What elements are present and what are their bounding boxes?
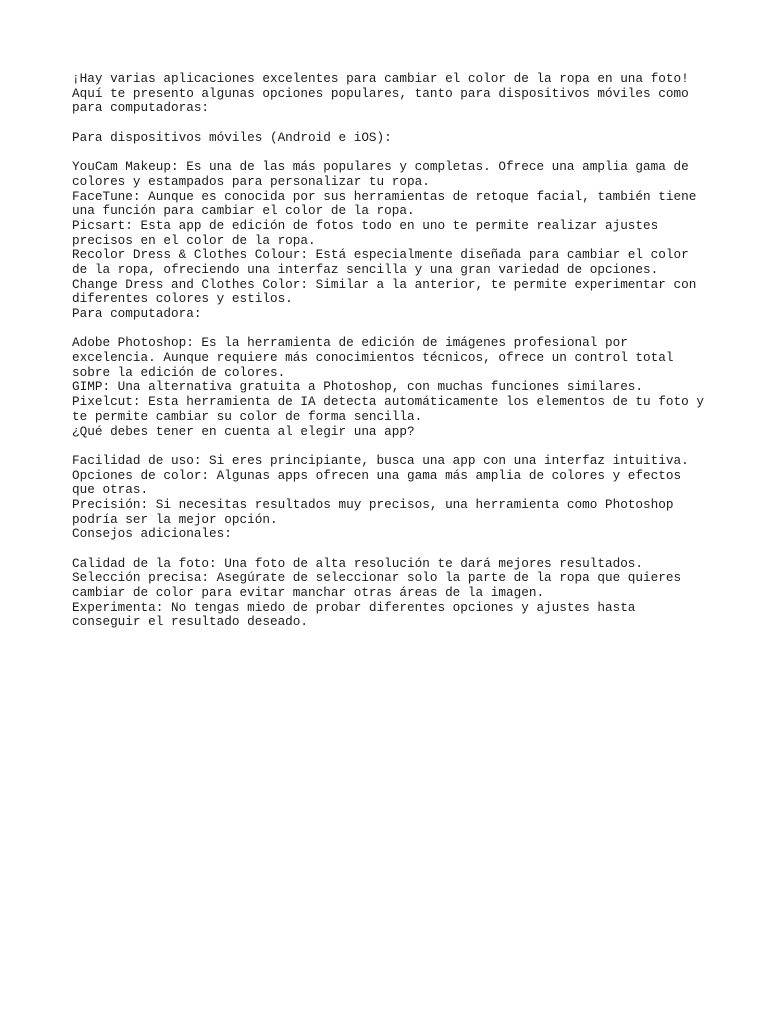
spacer <box>72 322 712 337</box>
mobile-item-line: FaceTune: Aunque es conocida por sus herramientas de retoque facial, también tiene <box>72 188 697 204</box>
spacer <box>72 542 712 557</box>
mobile-item-line: precisos en el color de la ropa. <box>72 232 316 248</box>
spacer <box>72 439 712 454</box>
consider-item-line: Precisión: Si necesitas resultados muy precisos, una herramienta como Photoshop <box>72 496 674 512</box>
tips-item-line: Calidad de la foto: Una foto de alta resolución te dará mejores resultados. <box>72 555 644 571</box>
mobile-item-line: Change Dress and Clothes Color: Similar a la anterior, te permite experimentar con <box>72 276 697 292</box>
consider-item-line: que otras. <box>72 482 149 498</box>
consider-item-line: Opciones de color: Algunas apps ofrecen una gama más amplia de colores y efectos <box>72 467 682 483</box>
mobile-item-line: Recolor Dress & Clothes Colour: Está especialmente diseñada para cambiar el color <box>72 247 689 263</box>
computer-item-line: sobre la edición de colores. <box>72 364 286 380</box>
mobile-item-line: una función para cambiar el color de la ropa. <box>72 203 415 219</box>
spacer <box>72 145 712 160</box>
consider-heading: ¿Qué debes tener en cuenta al elegir una app? <box>72 423 415 439</box>
mobile-item-line: diferentes colores y estilos. <box>72 291 293 307</box>
intro-line: para computadoras: <box>72 100 210 116</box>
intro-line: Aquí te presento algunas opciones populares, tanto para dispositivos móviles como <box>72 85 689 101</box>
consider-item-line: podría ser la mejor opción. <box>72 511 278 527</box>
mobile-item-line: Picsart: Esta app de edición de fotos todo en uno te permite realizar ajustes <box>72 217 659 233</box>
computer-item-line: GIMP: Una alternativa gratuita a Photoshop, con muchas funciones similares. <box>72 379 644 395</box>
mobile-item-line: de la ropa, ofreciendo una interfaz sencilla y una gran variedad de opciones. <box>72 261 659 277</box>
mobile-heading: Para dispositivos móviles (Android e iOS): <box>72 129 392 145</box>
tips-item-line: Experimenta: No tengas miedo de probar diferentes opciones y ajustes hasta <box>72 599 636 615</box>
tips-item-line: conseguir el resultado deseado. <box>72 614 309 630</box>
tips-heading: Consejos adicionales: <box>72 526 232 542</box>
intro-line: ¡Hay varias aplicaciones excelentes para cambiar el color de la ropa en una foto! <box>72 71 689 86</box>
mobile-item-line: colores y estampados para personalizar tu ropa. <box>72 173 430 189</box>
computer-item-line: excelencia. Aunque requiere más conocimientos técnicos, ofrece un control total <box>72 350 674 366</box>
document-page <box>72 72 712 630</box>
computer-item-line: Pixelcut: Esta herramienta de IA detecta automáticamente los elementos de tu foto y <box>72 394 704 410</box>
computer-heading: Para computadora: <box>72 306 202 321</box>
spacer <box>72 116 712 131</box>
computer-item-line: Adobe Photoshop: Es la herramienta de edición de imágenes profesional por <box>72 335 628 351</box>
computer-item-line: te permite cambiar su color de forma sencilla. <box>72 408 423 424</box>
tips-item-line: Selección precisa: Asegúrate de seleccionar solo la parte de la ropa que quieres <box>72 570 682 586</box>
consider-item-line: Facilidad de uso: Si eres principiante, busca una app con una interfaz intuitiva. <box>72 452 689 468</box>
mobile-item-line: YouCam Makeup: Es una de las más populares y completas. Ofrece una amplia gama de <box>72 159 689 175</box>
tips-item-line: cambiar de color para evitar manchar otras áreas de la imagen. <box>72 585 545 601</box>
